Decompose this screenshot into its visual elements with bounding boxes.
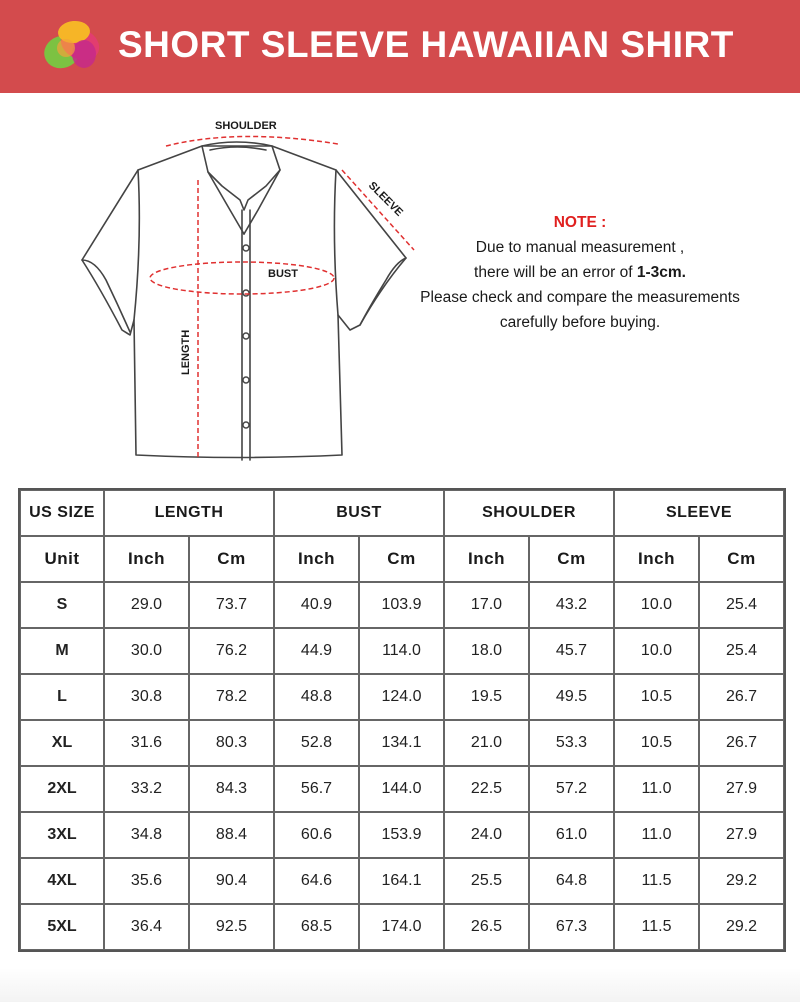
- measurement-cell: 27.9: [699, 812, 784, 858]
- measurement-cell: 52.8: [274, 720, 359, 766]
- size-cell: M: [20, 628, 104, 674]
- table-body: [20, 582, 784, 950]
- measurement-cell: 21.0: [444, 720, 529, 766]
- measurement-cell: 48.8: [274, 674, 359, 720]
- table-row: [20, 858, 784, 904]
- measurement-cell: 22.5: [444, 766, 529, 812]
- measurement-cell: 78.2: [189, 674, 274, 720]
- table-unit-row: [20, 536, 784, 582]
- measurement-cell: 25.4: [699, 582, 784, 628]
- note-title: NOTE :: [553, 214, 607, 231]
- shirt-diagram: [70, 110, 430, 470]
- length-label: LENGTH: [180, 329, 192, 375]
- brand-logo-icon: [40, 18, 106, 74]
- unit-label: Unit: [20, 536, 104, 582]
- measurement-cell: 31.6: [104, 720, 189, 766]
- table-row: [20, 628, 784, 674]
- measurement-cell: 29.2: [699, 904, 784, 950]
- note-box: [405, 210, 755, 335]
- note-line-1: Due to manual measurement ,: [475, 239, 685, 256]
- size-cell: 4XL: [20, 858, 104, 904]
- unit-header-cell: Cm: [529, 536, 614, 582]
- note-error-range: 1-3cm.: [636, 264, 686, 281]
- measurement-cell: 25.5: [444, 858, 529, 904]
- unit-header-cell: Cm: [359, 536, 444, 582]
- measurement-cell: 26.7: [699, 674, 784, 720]
- header-banner: [0, 0, 800, 93]
- shoulder-measure-line: [166, 136, 338, 146]
- size-cell: XL: [20, 720, 104, 766]
- table-header-row: [20, 490, 784, 536]
- note-line-2: [405, 260, 755, 285]
- measurement-cell: 84.3: [189, 766, 274, 812]
- measurement-cell: 27.9: [699, 766, 784, 812]
- bust-label: BUST: [268, 268, 298, 280]
- measurement-cell: 30.8: [104, 674, 189, 720]
- measurement-cell: 17.0: [444, 582, 529, 628]
- size-cell: L: [20, 674, 104, 720]
- measurement-cell: 88.4: [189, 812, 274, 858]
- measurement-cell: 92.5: [189, 904, 274, 950]
- header-shoulder: SHOULDER: [444, 490, 614, 536]
- measurement-cell: 103.9: [359, 582, 444, 628]
- size-cell: 3XL: [20, 812, 104, 858]
- footer-strip: [0, 968, 800, 1002]
- measurement-cell: 10.5: [614, 720, 699, 766]
- shirt-button: [243, 290, 249, 296]
- measurement-cell: 114.0: [359, 628, 444, 674]
- table-row: [20, 766, 784, 812]
- measurement-cell: 26.7: [699, 720, 784, 766]
- shirt-outline: [82, 146, 406, 458]
- size-cell: 5XL: [20, 904, 104, 950]
- table-row: [20, 904, 784, 950]
- measurement-cell: 30.0: [104, 628, 189, 674]
- shirt-button: [243, 245, 249, 251]
- shirt-button: [243, 377, 249, 383]
- measurement-cell: 153.9: [359, 812, 444, 858]
- measurement-cell: 11.0: [614, 812, 699, 858]
- measurement-cell: 26.5: [444, 904, 529, 950]
- measurement-cell: 24.0: [444, 812, 529, 858]
- shoulder-label: SHOULDER: [215, 120, 277, 132]
- measurement-cell: 10.0: [614, 628, 699, 674]
- measurement-cell: 44.9: [274, 628, 359, 674]
- measurement-cell: 49.5: [529, 674, 614, 720]
- measurement-cell: 25.4: [699, 628, 784, 674]
- measurement-cell: 11.0: [614, 766, 699, 812]
- table-row: [20, 674, 784, 720]
- note-line-4: carefully before buying.: [499, 314, 661, 331]
- size-cell: S: [20, 582, 104, 628]
- unit-header-cell: Inch: [104, 536, 189, 582]
- measurement-cell: 174.0: [359, 904, 444, 950]
- header-sleeve: SLEEVE: [614, 490, 784, 536]
- note-line-2-text: there will be an error of: [474, 264, 637, 281]
- measurement-cell: 11.5: [614, 904, 699, 950]
- table-row: [20, 812, 784, 858]
- measurement-cell: 90.4: [189, 858, 274, 904]
- header-bust: BUST: [274, 490, 444, 536]
- size-chart-table: [18, 488, 786, 952]
- measurement-cell: 10.0: [614, 582, 699, 628]
- measurement-cell: 40.9: [274, 582, 359, 628]
- measurement-cell: 164.1: [359, 858, 444, 904]
- measurement-cell: 29.0: [104, 582, 189, 628]
- measurement-cell: 18.0: [444, 628, 529, 674]
- measurement-cell: 57.2: [529, 766, 614, 812]
- unit-header-cell: Inch: [274, 536, 359, 582]
- measurement-cell: 64.8: [529, 858, 614, 904]
- measurement-cell: 29.2: [699, 858, 784, 904]
- measurement-cell: 34.8: [104, 812, 189, 858]
- measurement-cell: 33.2: [104, 766, 189, 812]
- measurement-cell: 10.5: [614, 674, 699, 720]
- measurement-cell: 36.4: [104, 904, 189, 950]
- measurement-cell: 80.3: [189, 720, 274, 766]
- table-row: [20, 720, 784, 766]
- measurement-cell: 73.7: [189, 582, 274, 628]
- unit-header-cell: Cm: [699, 536, 784, 582]
- measurement-cell: 11.5: [614, 858, 699, 904]
- measurement-cell: 67.3: [529, 904, 614, 950]
- measurement-cell: 61.0: [529, 812, 614, 858]
- measurement-cell: 45.7: [529, 628, 614, 674]
- measurement-cell: 43.2: [529, 582, 614, 628]
- shirt-button: [243, 333, 249, 339]
- table-row: [20, 582, 784, 628]
- measurement-cell: 19.5: [444, 674, 529, 720]
- measurement-cell: 35.6: [104, 858, 189, 904]
- header-length: LENGTH: [104, 490, 274, 536]
- size-cell: 2XL: [20, 766, 104, 812]
- shirt-button: [243, 422, 249, 428]
- measurement-cell: 53.3: [529, 720, 614, 766]
- measurement-cell: 60.6: [274, 812, 359, 858]
- measurement-cell: 64.6: [274, 858, 359, 904]
- measurement-cell: 56.7: [274, 766, 359, 812]
- unit-header-cell: Inch: [614, 536, 699, 582]
- measurement-cell: 124.0: [359, 674, 444, 720]
- unit-header-cell: Cm: [189, 536, 274, 582]
- measurement-cell: 134.1: [359, 720, 444, 766]
- measurement-cell: 76.2: [189, 628, 274, 674]
- sleeve-label: SLEEVE: [365, 179, 406, 219]
- header-us-size: US SIZE: [20, 490, 104, 536]
- unit-header-cell: Inch: [444, 536, 529, 582]
- measurement-cell: 68.5: [274, 904, 359, 950]
- measurement-cell: 144.0: [359, 766, 444, 812]
- note-line-3: Please check and compare the measurements: [420, 289, 740, 306]
- page-title: SHORT SLEEVE HAWAIIAN SHIRT: [118, 24, 734, 65]
